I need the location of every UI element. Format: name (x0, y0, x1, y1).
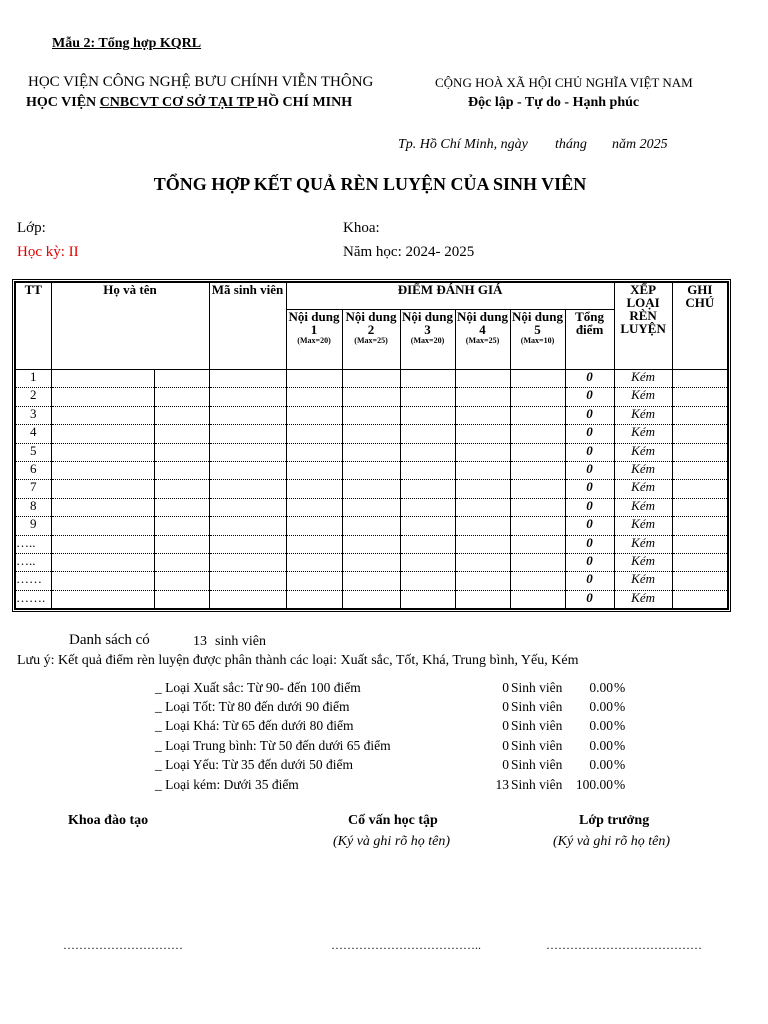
category-unit: Sinh viên (511, 757, 563, 772)
row-number: 4 (15, 425, 51, 443)
signature-monitor-line: ………………………………… (546, 938, 702, 952)
category-percent: 100.00 (575, 777, 613, 792)
row-given-name (154, 480, 209, 498)
signature-monitor-note: (Ký và ghi rõ họ tên) (553, 834, 671, 849)
signature-advisor-title: Cố vấn học tập (348, 813, 438, 828)
row-content-4 (455, 480, 510, 498)
table-row (15, 443, 728, 461)
row-content-4 (455, 498, 510, 516)
row-student-id (209, 480, 286, 498)
table-row (15, 388, 728, 406)
row-surname (51, 517, 154, 535)
row-student-id (209, 443, 286, 461)
row-content-3 (400, 498, 455, 516)
row-content-3 (400, 388, 455, 406)
percent-sign: % (614, 738, 626, 753)
row-content-4 (455, 461, 510, 479)
row-surname (51, 480, 154, 498)
row-student-id (209, 370, 286, 388)
row-content-2 (342, 388, 400, 406)
row-number: ….. (15, 553, 51, 571)
category-percent: 0.00 (589, 757, 613, 772)
category-label: _ Loại kém: Dưới 35 điểm (155, 777, 299, 792)
content-4-max: (Max=25) (465, 336, 500, 345)
row-content-2 (342, 480, 400, 498)
row-note (672, 370, 728, 388)
row-content-5 (510, 480, 565, 498)
content-2-max: (Max=25) (354, 336, 388, 345)
row-content-4 (455, 535, 510, 553)
row-rank: Kém (614, 517, 672, 535)
row-total: 0 (565, 480, 614, 498)
row-content-4 (455, 517, 510, 535)
row-content-1 (286, 406, 342, 424)
row-content-5 (510, 553, 565, 571)
percent-sign: % (614, 757, 626, 772)
signature-monitor-title: Lớp trưởng (579, 813, 650, 828)
table-row (15, 498, 728, 516)
row-note (672, 388, 728, 406)
campus-underlined: CNBCVT CƠ SỞ TẠI TP (99, 95, 258, 110)
row-surname (51, 590, 154, 609)
row-rank: Kém (614, 553, 672, 571)
row-content-3 (400, 370, 455, 388)
row-number: ….. (15, 535, 51, 553)
header-student-id: Mã sinh viên (209, 282, 286, 370)
row-content-1 (286, 553, 342, 571)
row-rank: Kém (614, 406, 672, 424)
faculty-label: Khoa: (343, 220, 380, 236)
category-label: _ Loại Khá: Từ 65 đến dưới 80 điểm (155, 718, 354, 733)
row-surname (51, 370, 154, 388)
row-note (672, 572, 728, 590)
row-total: 0 (565, 461, 614, 479)
row-rank: Kém (614, 498, 672, 516)
row-content-5 (510, 517, 565, 535)
row-content-5 (510, 443, 565, 461)
row-note (672, 480, 728, 498)
table-body (15, 370, 728, 610)
category-label: _ Loại Tốt: Từ 80 đến dưới 90 điểm (155, 699, 350, 714)
category-percent: 0.00 (589, 718, 613, 733)
row-student-id (209, 590, 286, 609)
row-total: 0 (565, 535, 614, 553)
row-total: 0 (565, 443, 614, 461)
date-month: tháng (555, 137, 587, 152)
row-surname (51, 406, 154, 424)
category-unit: Sinh viên (511, 699, 563, 714)
school-year-label: Năm học: 2024- 2025 (343, 244, 475, 260)
row-content-2 (342, 443, 400, 461)
row-content-1 (286, 388, 342, 406)
category-count: 13 (495, 777, 509, 792)
row-number: 7 (15, 480, 51, 498)
category-unit: Sinh viên (511, 738, 563, 753)
row-content-2 (342, 425, 400, 443)
header-content-2 (342, 310, 400, 370)
row-number: 8 (15, 498, 51, 516)
results-table (14, 281, 729, 610)
category-percent: 0.00 (589, 738, 613, 753)
row-content-5 (510, 406, 565, 424)
content-3-max: (Max=20) (410, 336, 445, 345)
row-content-4 (455, 572, 510, 590)
table-row (15, 535, 728, 553)
row-rank: Kém (614, 425, 672, 443)
header-total: Tổng điểm (565, 310, 614, 370)
row-total: 0 (565, 370, 614, 388)
row-note (672, 425, 728, 443)
row-content-1 (286, 572, 342, 590)
row-total: 0 (565, 425, 614, 443)
row-content-4 (455, 406, 510, 424)
row-content-4 (455, 370, 510, 388)
row-given-name (154, 425, 209, 443)
header-rank: XẾP LOẠI RÈN LUYỆN (614, 282, 672, 370)
row-given-name (154, 535, 209, 553)
row-content-2 (342, 590, 400, 609)
table-row (15, 517, 728, 535)
row-content-3 (400, 480, 455, 498)
row-content-1 (286, 480, 342, 498)
class-label: Lớp: (17, 220, 46, 236)
row-total: 0 (565, 498, 614, 516)
header-content-5 (510, 310, 565, 370)
table-row (15, 572, 728, 590)
row-total: 0 (565, 406, 614, 424)
student-count: 13 (193, 634, 207, 649)
row-rank: Kém (614, 572, 672, 590)
row-number: 6 (15, 461, 51, 479)
row-content-4 (455, 553, 510, 571)
row-content-5 (510, 461, 565, 479)
content-3-label: Nội dung 3 (402, 309, 453, 337)
classification-note: Lưu ý: Kết quả điểm rèn luyện được phân thành các loại: Xuất sắc, Tốt, Khá, Trung bình, Yếu, Kém (17, 653, 579, 668)
row-surname (51, 535, 154, 553)
table-row (15, 553, 728, 571)
category-label: _ Loại Yếu: Từ 35 đến dưới 50 điểm (155, 757, 353, 772)
row-rank: Kém (614, 535, 672, 553)
header-content-3 (400, 310, 455, 370)
row-given-name (154, 406, 209, 424)
row-given-name (154, 370, 209, 388)
content-1-label: Nội dung 1 (288, 309, 340, 337)
row-student-id (209, 553, 286, 571)
row-content-1 (286, 425, 342, 443)
campus-prefix: HỌC VIỆN (26, 95, 100, 110)
table-row (15, 480, 728, 498)
institute-name: HỌC VIỆN CÔNG NGHỆ BƯU CHÍNH VIỄN THÔNG (28, 74, 374, 90)
row-given-name (154, 572, 209, 590)
row-student-id (209, 535, 286, 553)
row-given-name (154, 388, 209, 406)
table-row (15, 370, 728, 388)
row-student-id (209, 517, 286, 535)
row-content-2 (342, 572, 400, 590)
category-percent: 0.00 (589, 699, 613, 714)
row-content-5 (510, 388, 565, 406)
row-content-4 (455, 443, 510, 461)
row-content-3 (400, 443, 455, 461)
row-content-1 (286, 498, 342, 516)
percent-sign: % (614, 680, 626, 695)
row-surname (51, 553, 154, 571)
row-content-2 (342, 370, 400, 388)
row-total: 0 (565, 388, 614, 406)
row-number: 5 (15, 443, 51, 461)
content-2-label: Nội dung 2 (345, 309, 397, 337)
row-rank: Kém (614, 590, 672, 609)
row-given-name (154, 461, 209, 479)
row-content-2 (342, 461, 400, 479)
row-content-1 (286, 443, 342, 461)
campus-name (26, 95, 352, 111)
row-note (672, 461, 728, 479)
national-title: CỘNG HOÀ XÃ HỘI CHỦ NGHĨA VIỆT NAM (435, 75, 693, 90)
row-content-1 (286, 590, 342, 609)
semester-label: Học kỳ: II (17, 244, 79, 260)
header-content-4 (455, 310, 510, 370)
signature-advisor-line: ……………………………….. (331, 938, 481, 952)
row-number: 2 (15, 388, 51, 406)
table-row (15, 590, 728, 609)
row-given-name (154, 498, 209, 516)
row-content-1 (286, 535, 342, 553)
row-content-2 (342, 517, 400, 535)
category-unit: Sinh viên (511, 680, 563, 695)
row-total: 0 (565, 590, 614, 609)
row-total: 0 (565, 572, 614, 590)
row-note (672, 517, 728, 535)
header-name: Họ và tên (51, 282, 209, 370)
row-note (672, 553, 728, 571)
row-content-1 (286, 461, 342, 479)
form-label: Mẫu 2: Tổng hợp KQRL (52, 36, 202, 51)
row-given-name (154, 443, 209, 461)
category-unit: Sinh viên (511, 718, 563, 733)
row-student-id (209, 388, 286, 406)
row-rank: Kém (614, 370, 672, 388)
category-label: _ Loại Xuất sắc: Từ 90- đến 100 điểm (155, 680, 361, 695)
row-number: ……. (15, 590, 51, 609)
row-content-4 (455, 590, 510, 609)
row-content-5 (510, 425, 565, 443)
signature-faculty-title: Khoa đào tạo (68, 813, 149, 828)
header-note: GHI CHÚ (672, 282, 728, 370)
row-note (672, 443, 728, 461)
row-student-id (209, 461, 286, 479)
row-content-3 (400, 461, 455, 479)
row-student-id (209, 498, 286, 516)
row-rank: Kém (614, 480, 672, 498)
content-4-label: Nội dung 4 (457, 309, 508, 337)
row-content-5 (510, 498, 565, 516)
category-count: 0 (502, 738, 509, 753)
row-content-5 (510, 370, 565, 388)
row-student-id (209, 572, 286, 590)
row-content-3 (400, 406, 455, 424)
content-5-label: Nội dung 5 (512, 309, 563, 337)
row-content-3 (400, 535, 455, 553)
row-content-3 (400, 517, 455, 535)
row-surname (51, 388, 154, 406)
row-content-2 (342, 406, 400, 424)
percent-sign: % (614, 777, 626, 792)
header-content-1 (286, 310, 342, 370)
date-year: năm 2025 (612, 137, 668, 152)
category-percent: 0.00 (589, 680, 613, 695)
row-content-2 (342, 535, 400, 553)
row-content-1 (286, 370, 342, 388)
row-content-1 (286, 517, 342, 535)
row-given-name (154, 590, 209, 609)
category-label: _ Loại Trung bình: Từ 50 đến dưới 65 điểm (155, 738, 391, 753)
row-rank: Kém (614, 388, 672, 406)
row-note (672, 535, 728, 553)
category-unit: Sinh viên (511, 777, 563, 792)
row-number: 3 (15, 406, 51, 424)
percent-sign: % (614, 718, 626, 733)
category-count: 0 (502, 680, 509, 695)
header-score-group: ĐIỂM ĐÁNH GIÁ (286, 282, 614, 310)
row-content-3 (400, 590, 455, 609)
row-content-5 (510, 535, 565, 553)
row-number: 1 (15, 370, 51, 388)
category-count: 0 (502, 699, 509, 714)
row-content-2 (342, 553, 400, 571)
table-row (15, 425, 728, 443)
row-note (672, 406, 728, 424)
row-number: …… (15, 572, 51, 590)
row-content-5 (510, 590, 565, 609)
row-surname (51, 443, 154, 461)
row-content-3 (400, 572, 455, 590)
row-student-id (209, 406, 286, 424)
row-number: 9 (15, 517, 51, 535)
category-count: 0 (502, 718, 509, 733)
row-rank: Kém (614, 461, 672, 479)
row-note (672, 590, 728, 609)
student-unit: sinh viên (215, 634, 266, 649)
signature-faculty-line: ………………………… (63, 938, 183, 952)
page-title: TỔNG HỢP KẾT QUẢ RÈN LUYỆN CỦA SINH VIÊN (153, 174, 587, 194)
campus-suffix: HỒ CHÍ MINH (257, 95, 353, 110)
table-row (15, 461, 728, 479)
row-content-4 (455, 425, 510, 443)
row-rank: Kém (614, 443, 672, 461)
row-total: 0 (565, 517, 614, 535)
table-row (15, 406, 728, 424)
header-tt: TT (15, 282, 51, 370)
signature-advisor-note: (Ký và ghi rõ họ tên) (333, 834, 451, 849)
row-content-3 (400, 553, 455, 571)
row-student-id (209, 425, 286, 443)
row-surname (51, 425, 154, 443)
row-given-name (154, 517, 209, 535)
row-surname (51, 572, 154, 590)
list-label: Danh sách có (69, 632, 150, 648)
row-content-4 (455, 388, 510, 406)
content-5-max: (Max=10) (520, 336, 555, 345)
row-content-5 (510, 572, 565, 590)
category-count: 0 (502, 757, 509, 772)
national-motto: Độc lập - Tự do - Hạnh phúc (468, 95, 640, 110)
row-note (672, 498, 728, 516)
percent-sign: % (614, 699, 626, 714)
row-total: 0 (565, 553, 614, 571)
date-place: Tp. Hồ Chí Minh, ngày (398, 137, 528, 152)
row-surname (51, 498, 154, 516)
row-surname (51, 461, 154, 479)
row-content-2 (342, 498, 400, 516)
row-given-name (154, 553, 209, 571)
content-1-max: (Max=20) (297, 336, 331, 345)
row-content-3 (400, 425, 455, 443)
